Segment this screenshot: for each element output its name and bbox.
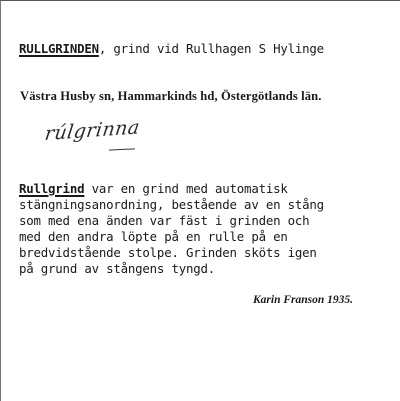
body-line: bredvidstående stolpe. Grinden sköts igen [19,245,317,260]
handwritten-pronunciation: rúlgrinna [43,116,142,146]
body-line: stängningsanordning, bestående av en stång [19,197,324,212]
body-line: på grund av stångens tyngd. [19,261,216,276]
heading-description: , grind vid Rullhagen S Hylinge [98,41,324,56]
body-line: som med ena änden var fäst i grinden och [19,213,310,228]
place-line: Västra Husby sn, Hammarkinds hd, Östergötlands län. [20,89,322,103]
body-headword: Rullgrind [19,181,85,196]
body-line [19,181,288,196]
signature: Karin Franson 1935. [253,294,354,306]
handwritten-underline [109,148,135,150]
body-line: med den andra löpte på en rulle på en [19,229,288,244]
body-first-rest: var en grind med automatisk [84,181,288,196]
headword: RULLGRINDEN [19,41,99,56]
card-heading [19,41,324,56]
